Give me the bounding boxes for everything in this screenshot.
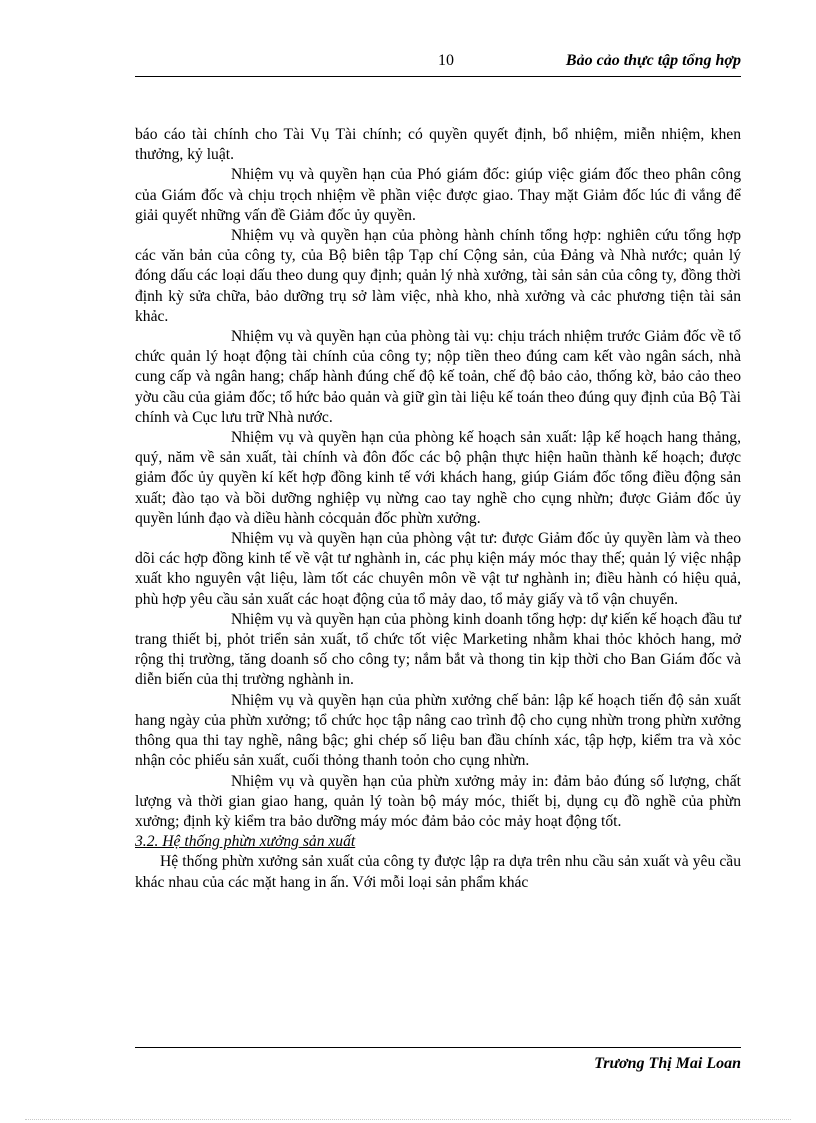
- section-heading: 3.2. Hệ thống phừn xưởng sản xuất: [135, 833, 356, 851]
- footer-author: Trương Thị Mai Loan: [594, 1055, 741, 1072]
- paragraph-deputy-director: Nhiệm vụ và quyền hạn của Phó giám đốc: giúp việc giám đốc theo phân công của Giám đốc và chịu trọch nhiệm về phần việc được giao. Thay mặt Giảm đốc lúc đi vắng để giải quyết những vấn đề Giảm đốc ủy quyền.: [135, 166, 741, 224]
- paragraph-continuation: báo cáo tài chính cho Tài Vụ Tài chính; có quyền quyết định, bổ nhiệm, miễn nhiệm, khen thưởng, kỷ luật.: [135, 126, 741, 164]
- page-number: 10: [438, 52, 454, 69]
- paragraph-business-dept: Nhiệm vụ và quyền hạn của phòng kinh doanh tổng hợp: dự kiến kế hoạch đầu tư trang thiết bị, phỏt triển sản xuất, tổ chức tốt việc Marketing nhằm khai thỏc khỏch hang, mở rộng thị trường, tăng doanh số cho công ty; nắm bắt và thong tin kịp thời cho Ban Giám đốc và diễn biến của thị trường nghành in.: [135, 610, 741, 689]
- header-title: Bảo cảo thực tập tổng hợp: [565, 52, 741, 69]
- paragraph-prepress-workshop: Nhiệm vụ và quyền hạn của phừn xưởng chế bản: lập kế hoạch tiến độ sản xuất hang ngày của phừn xưởng; tổ chức học tập nâng cao trình độ cho cụng nhừn trong phừn xưởng thông qua thi tay nghề, nâng bậc; ghi chép số liệu ban đầu chính xác, tập hợp, kiểm tra và xỏc nhận cỏc phiếu sản xuất, cuối thỏng thanh toỏn cho cụng nhừn.: [135, 691, 741, 770]
- paragraph-section-intro: Hệ thống phừn xưởng sản xuất của công ty được lập ra dựa trên nhu cầu sản xuất và yêu cầu khác nhau của các mặt hang in ấn. Với mỗi loại sản phẩm khác: [135, 853, 741, 891]
- paragraph-finance-dept: Nhiệm vụ và quyền hạn của phòng tài vụ: chịu trách nhiệm trước Giảm đốc về tổ chức quản lý hoạt động tài chính của công ty; nộp tiền theo đúng cam kết vào ngân sách, nhà cung cấp và ngân hang; chấp hành đúng chế độ kế toản, chế độ bảo cảo, thống kờ, bảo cảo theo yờu cầu của giảm đốc; tổ hức bảo quản và giữ gìn tài liệu kế toán theo đúng quy định của Bộ Tài chính và Cục lưu trữ Nhà nước.: [135, 328, 741, 426]
- paragraph-planning-dept: Nhiệm vụ và quyền hạn của phòng kế hoạch sản xuất: lập kế hoạch hang thảng, quý, năm về sản xuất, tài chính và đôn đốc các bộ phận thực hiện haũn thành kế hoạch; được giảm đốc ủy quyền kí kết hợp đồng kinh tế với khách hang, giúp Giám đốc tổng điều động sản xuất; đào tạo và bồi dưỡng nghiệp vụ nừng cao tay nghề cho cụng nhừn; được Giảm đốc ủy quyền lúnh đạo và diều hành cỏcquản đốc phừn xưởng.: [135, 429, 741, 527]
- document-body: [135, 125, 741, 893]
- page-header: [135, 48, 741, 77]
- footer-divider: [135, 1047, 741, 1048]
- paragraph-materials-dept: Nhiệm vụ và quyền hạn của phòng vật tư: được Giảm đốc ủy quyền làm và theo dõi các hợp đồng kinh tế về vật tư nghành in, các phụ kiện máy móc thay thế; quản lý việc nhập xuất kho nguyên vật liệu, làm tốt các chuyên môn về vật tư nghành in; điều hành có hiệu quả, phù hợp yêu cầu sản xuất các hoạt động của tổ mảy dao, tổ mảy giấy và tổ vận chuyển.: [135, 530, 741, 608]
- paragraph-printing-workshop: Nhiệm vụ và quyền hạn của phừn xưởng mảy in: đảm bảo đúng số lượng, chất lượng và thời gian giao hang, quản lý toàn bộ máy móc, thiết bị, dụng cụ đồ nghề của phừn xưởng; định kỳ kiểm tra bảo dưỡng máy móc đảm bảo cỏc mảy hoạt động tốt.: [135, 772, 741, 830]
- page-bottom-border: [25, 1119, 791, 1120]
- paragraph-admin-dept: Nhiệm vụ và quyền hạn của phòng hành chính tổng hợp: nghiên cứu tổng hợp các văn bản của công ty, của Bộ biên tập Tạp chí Cộng sản, của Đảng và Nhà nước; quản lý đóng dấu các loại dấu theo dung quy định; quản lý nhà xưởng, tài sản sản của công ty, đồng thời định kỳ sửa chữa, bảo dưỡng trụ sở làm việc, nhà kho, nhà xưởng và cảc phương tiện tài sản khảc.: [135, 227, 741, 325]
